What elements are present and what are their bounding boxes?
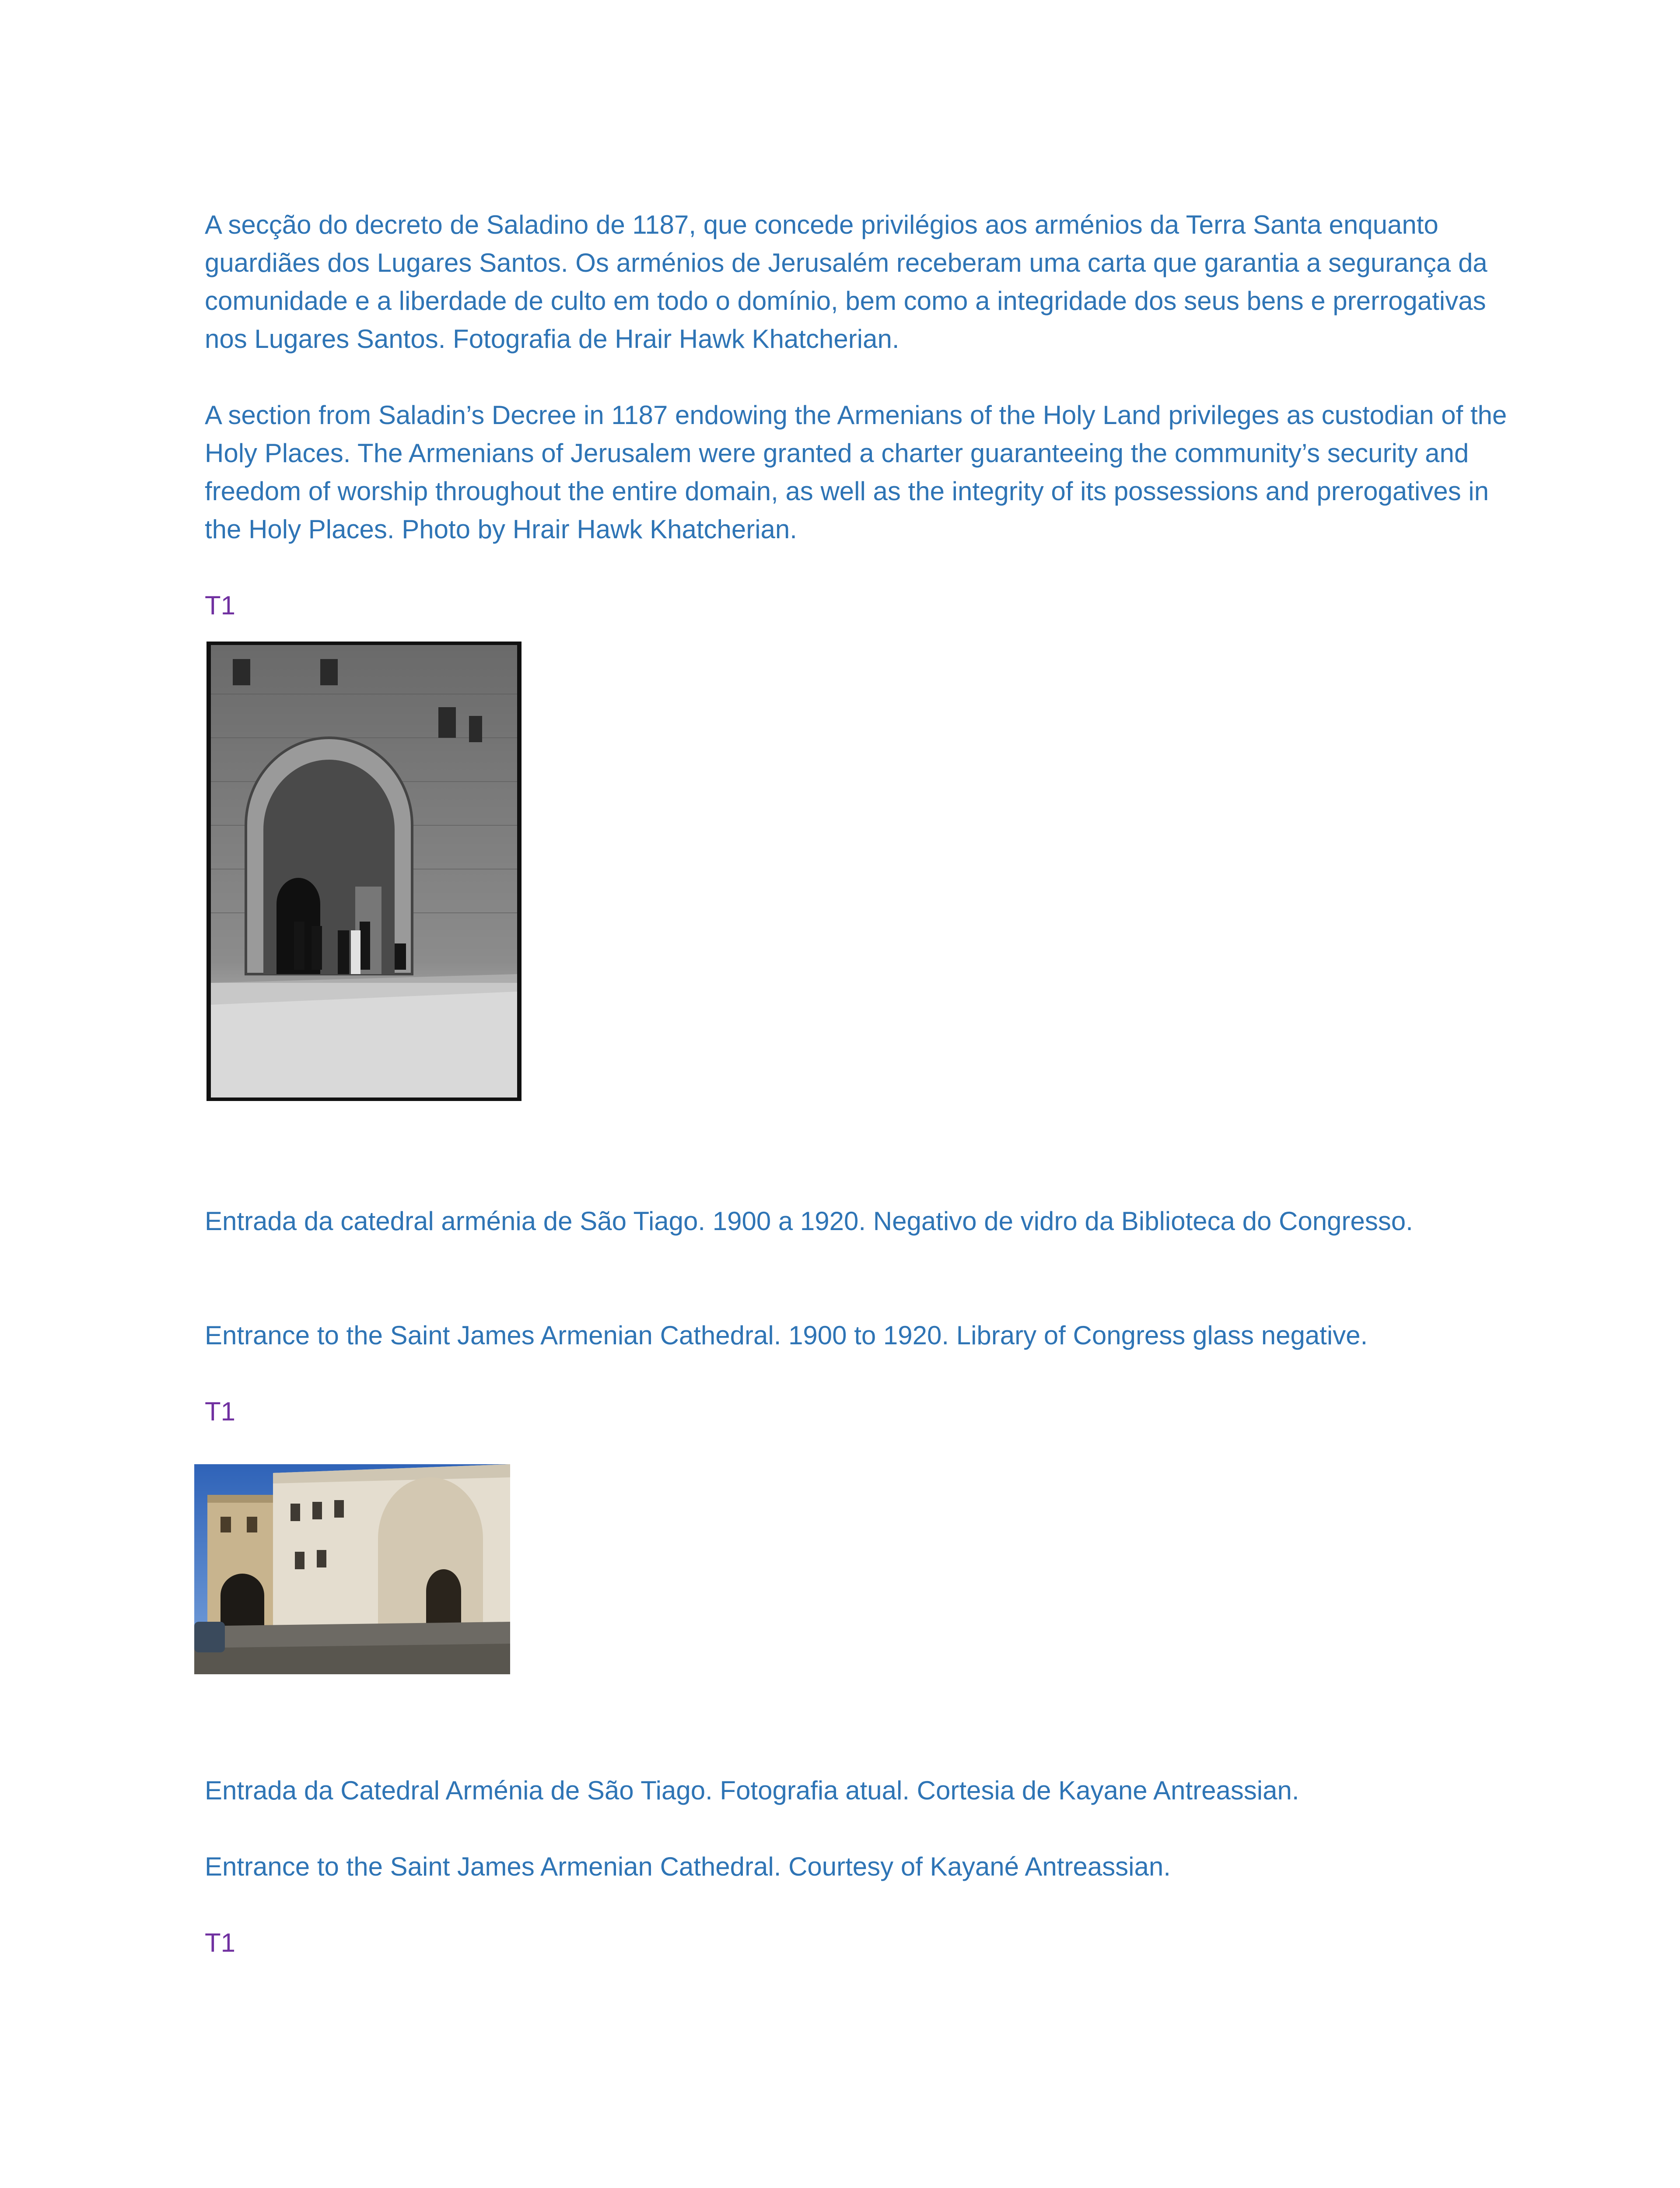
modern-cathedral-entrance-photo [194, 1464, 510, 1674]
marker-t1-first: T1 [205, 591, 236, 620]
caption-saladin-english: A section from Saladin’s Decree in 1187 endowing the Armenians of the Holy Land privileges as custodian of the Holy Places. The Armenians of Jerusalem were granted a charter guaranteeing the community’s security and freedom of worship throughout the entire domain, as well as the integrity of its possessions and prerogatives in the Holy Places. Photo by Hrair Hawk Khatcherian. [205, 400, 1507, 544]
caption-entrance-modern-english: Entrance to the Saint James Armenian Cathedral. Courtesy of Kayané Antreassian. [205, 1852, 1171, 1881]
historic-cathedral-entrance-photo [206, 642, 522, 1101]
marker-t1-third: T1 [205, 1928, 236, 1957]
caption-entrance-historic-portuguese: Entrada da catedral arménia de São Tiago. 1900 a 1920. Negativo de vidro da Biblioteca do Congresso. [205, 1206, 1413, 1236]
marker-t1-second: T1 [205, 1397, 236, 1426]
caption-entrance-modern-portuguese: Entrada da Catedral Arménia de São Tiago. Fotografia atual. Cortesia de Kayane Antreassian. [205, 1776, 1299, 1805]
caption-entrance-historic-english: Entrance to the Saint James Armenian Cathedral. 1900 to 1920. Library of Congress glass negative. [205, 1321, 1368, 1350]
caption-saladin-portuguese: A secção do decreto de Saladino de 1187, que concede privilégios aos arménios da Terra Santa enquanto guardiães dos Lugares Santos. Os arménios de Jerusalém receberam uma carta que garantia a segurança da comunidade e a liberdade de culto em todo o domínio, bem como a integridade dos seus bens e prerrogativas nos Lugares Santos. Fotografia de Hrair Hawk Khatcherian. [205, 210, 1488, 354]
